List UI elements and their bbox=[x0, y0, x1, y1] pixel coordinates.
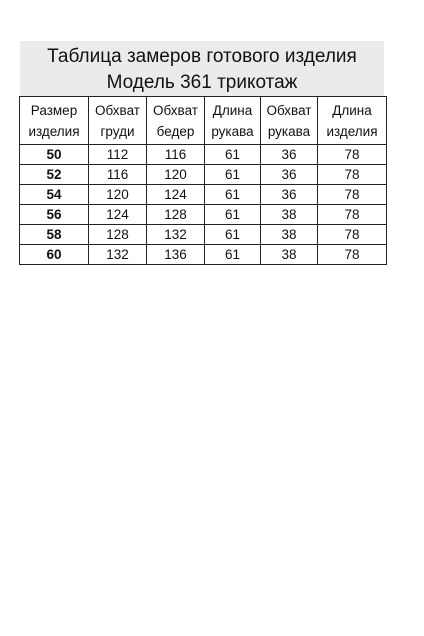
table-row bbox=[20, 165, 387, 185]
header-hips-line1: Обхват bbox=[153, 102, 198, 118]
sleeve-girth-cell: 38 bbox=[261, 205, 318, 225]
table-row bbox=[20, 205, 387, 225]
size-cell: 52 bbox=[20, 165, 89, 185]
chest-cell: 120 bbox=[89, 185, 147, 205]
header-garment-length-line2: изделия bbox=[326, 123, 378, 139]
size-table bbox=[19, 96, 387, 265]
garment-length-cell: 78 bbox=[318, 145, 387, 165]
header-hips bbox=[147, 97, 205, 145]
model-subtitle: Модель 361 трикотаж bbox=[106, 72, 298, 93]
header-sleeve-length-line1: Длина bbox=[212, 102, 253, 118]
title-block bbox=[20, 41, 384, 97]
header-garment-length-line1: Длина bbox=[332, 102, 372, 118]
hips-cell: 116 bbox=[147, 145, 205, 165]
sleeve-length-cell: 61 bbox=[205, 245, 261, 265]
sleeve-length-cell: 61 bbox=[205, 145, 261, 165]
chest-cell: 112 bbox=[89, 145, 147, 165]
garment-length-cell: 78 bbox=[318, 245, 387, 265]
sleeve-girth-cell: 36 bbox=[261, 185, 318, 205]
chest-cell: 128 bbox=[89, 225, 147, 245]
sleeve-length-cell: 61 bbox=[205, 165, 261, 185]
header-size bbox=[20, 97, 89, 145]
hips-cell: 120 bbox=[147, 165, 205, 185]
header-size-line1: Размер bbox=[30, 102, 78, 118]
sleeve-length-cell: 61 bbox=[205, 225, 261, 245]
size-cell: 56 bbox=[20, 205, 89, 225]
table-title: Таблица замеров готового изделия bbox=[47, 46, 357, 67]
header-hips-line2: бедер bbox=[156, 123, 195, 139]
header-chest-line2: груди bbox=[100, 123, 135, 139]
header-chest-line1: Обхват bbox=[95, 102, 140, 118]
table-header-row bbox=[20, 97, 387, 145]
table-row bbox=[20, 185, 387, 205]
garment-length-cell: 78 bbox=[318, 185, 387, 205]
sleeve-girth-cell: 38 bbox=[261, 245, 318, 265]
sleeve-length-cell: 61 bbox=[205, 185, 261, 205]
sleeve-girth-cell: 38 bbox=[261, 225, 318, 245]
header-size-line2: изделия bbox=[28, 123, 80, 139]
garment-length-cell: 78 bbox=[318, 205, 387, 225]
chest-cell: 132 bbox=[89, 245, 147, 265]
chest-cell: 124 bbox=[89, 205, 147, 225]
size-cell: 54 bbox=[20, 185, 89, 205]
header-chest bbox=[89, 97, 147, 145]
size-cell: 58 bbox=[20, 225, 89, 245]
size-cell: 60 bbox=[20, 245, 89, 265]
hips-cell: 124 bbox=[147, 185, 205, 205]
garment-length-cell: 78 bbox=[318, 165, 387, 185]
size-cell: 50 bbox=[20, 145, 89, 165]
sleeve-girth-cell: 36 bbox=[261, 145, 318, 165]
chest-cell: 116 bbox=[89, 165, 147, 185]
hips-cell: 136 bbox=[147, 245, 205, 265]
sleeve-length-cell: 61 bbox=[205, 205, 261, 225]
header-sleeve-girth-line1: Обхват bbox=[266, 102, 312, 118]
table-row bbox=[20, 225, 387, 245]
table-row bbox=[20, 245, 387, 265]
hips-cell: 132 bbox=[147, 225, 205, 245]
hips-cell: 128 bbox=[147, 205, 205, 225]
header-sleeve-length bbox=[205, 97, 261, 145]
header-garment-length bbox=[318, 97, 387, 145]
header-sleeve-girth bbox=[261, 97, 318, 145]
header-sleeve-girth-line2: рукава bbox=[267, 123, 311, 139]
table-row bbox=[20, 145, 387, 165]
garment-length-cell: 78 bbox=[318, 225, 387, 245]
header-sleeve-length-line2: рукава bbox=[211, 123, 254, 139]
sleeve-girth-cell: 36 bbox=[261, 165, 318, 185]
